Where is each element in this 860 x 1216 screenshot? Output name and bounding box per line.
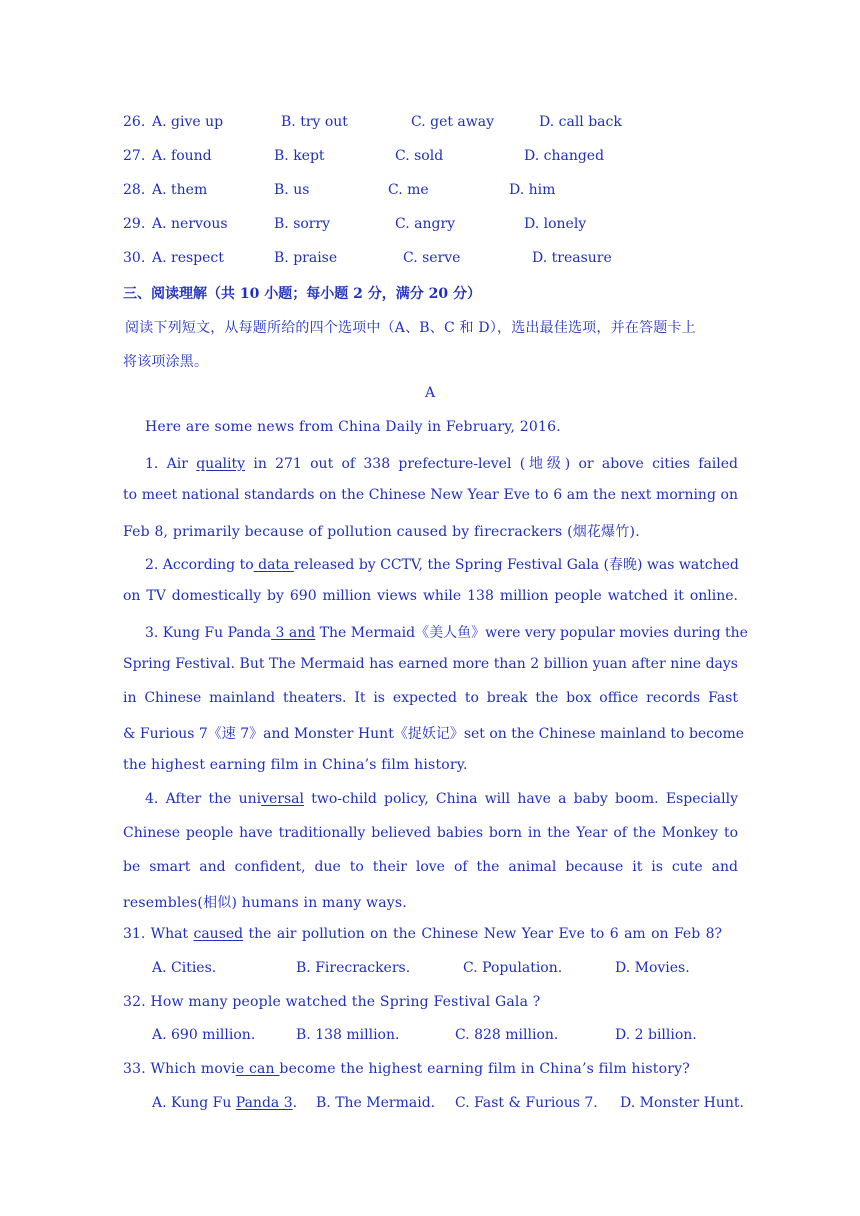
option-c: C. sold <box>395 148 444 164</box>
question-number: 26. <box>123 114 146 130</box>
section-heading: 三、阅读理解（共 10 小题；每小题 2 分，满分 20 分） <box>123 286 481 302</box>
option-b: B. us <box>274 182 310 198</box>
news-item-2 <box>145 554 738 574</box>
option-a: A. 690 million. <box>152 1027 256 1043</box>
option-a: A. them <box>152 182 208 198</box>
option-a: A. Cities. <box>152 960 217 976</box>
text: 1. Air <box>145 456 197 472</box>
option-d: D. Monster Hunt. <box>620 1095 744 1111</box>
news-item-3 <box>145 622 748 642</box>
news-item-1-line: Feb 8, primarily because of pollution caused by firecrackers (烟花爆竹). <box>123 524 640 540</box>
option-d: D. Movies. <box>615 960 690 976</box>
underlined-word: caused <box>193 926 244 942</box>
news-item-4-line: Chinese people have traditionally believed babies born in the Year of the Monkey to <box>123 825 738 841</box>
question-number: 28. <box>123 182 146 198</box>
underlined-word: quality <box>196 456 246 472</box>
option-d: D. changed <box>524 148 605 164</box>
underlined-word: 3 and <box>271 625 316 641</box>
question-number: 29. <box>123 216 146 232</box>
news-item-4 <box>145 791 738 807</box>
underlined-word: e can <box>235 1061 280 1077</box>
news-item-3-line: & Furious 7《速 7》and Monster Hunt《捉妖记》set on the Chinese mainland to become <box>123 726 745 742</box>
news-item-1-line: to meet national standards on the Chinese New Year Eve to 6 am the next morning on <box>123 487 738 503</box>
text: 33. Which movi <box>123 1061 236 1077</box>
question-number: 30. <box>123 250 146 266</box>
text: 2. According to <box>145 557 254 573</box>
news-item-3-line: in Chinese mainland theaters. It is expected to break the box office records Fast <box>123 690 738 706</box>
question-33 <box>123 1061 690 1077</box>
text: 4. After the uni <box>145 791 262 807</box>
option-d: D. him <box>509 182 556 198</box>
text: The Mermaid《美人鱼》were very popular movies during the <box>315 625 748 641</box>
underlined-word: data <box>253 557 294 573</box>
option-c: C. Population. <box>463 960 563 976</box>
news-item-3-line: Spring Festival. But The Mermaid has earned more than 2 billion yuan after nine days <box>123 656 738 672</box>
option-a: A. found <box>152 148 212 164</box>
option-a: A. respect <box>152 250 224 266</box>
option-b: B. try out <box>281 114 348 130</box>
option-d: D. treasure <box>532 250 612 266</box>
news-item-1 <box>145 453 738 473</box>
option-c: C. serve <box>403 250 461 266</box>
section-instruction: 阅读下列短文，从每题所给的四个选项中（A、B、C 和 D），选出最佳选项，并在答题卡上 <box>125 320 696 336</box>
option-a <box>152 1095 297 1111</box>
section-instruction-cont: 将该项涂黑。 <box>123 354 209 370</box>
text: the air pollution on the Chinese New Year Eve to 6 am on Feb 8? <box>243 926 722 942</box>
text: become the highest earning film in China’s film history? <box>279 1061 690 1077</box>
text: . <box>292 1095 298 1111</box>
option-c: C. angry <box>395 216 456 232</box>
text: 31. What <box>123 926 194 942</box>
passage-label: A <box>424 385 436 401</box>
underlined-word: Panda 3 <box>235 1095 293 1111</box>
option-b: B. Firecrackers. <box>296 960 411 976</box>
option-a: A. give up <box>152 114 224 130</box>
option-c: C. 828 million. <box>455 1027 559 1043</box>
question-31 <box>123 926 722 942</box>
option-a: A. nervous <box>152 216 228 232</box>
news-item-2-line: on TV domestically by 690 million views while 138 million people watched it online. <box>123 588 738 604</box>
question-32: 32. How many people watched the Spring Festival Gala ? <box>123 994 541 1010</box>
option-d: D. call back <box>539 114 622 130</box>
option-b: B. praise <box>274 250 338 266</box>
option-b: B. sorry <box>274 216 331 232</box>
option-d: D. 2 billion. <box>615 1027 697 1043</box>
news-item-4-line: be smart and confident, due to their love of the animal because it is cute and <box>123 859 738 875</box>
option-c: C. me <box>388 182 429 198</box>
option-b: B. kept <box>274 148 325 164</box>
news-item-3-line: the highest earning film in China’s film history. <box>123 757 468 773</box>
question-number: 27. <box>123 148 146 164</box>
text: released by CCTV, the Spring Festival Gala (春晚) was watched <box>293 557 739 573</box>
text: in 271 out of 338 prefecture-level (地级) or above cities failed <box>245 456 738 472</box>
news-item-4-line: resembles(相似) humans in many ways. <box>123 895 407 911</box>
text: 3. Kung Fu Panda <box>145 625 272 641</box>
option-d: D. lonely <box>524 216 587 232</box>
option-b: B. 138 million. <box>296 1027 400 1043</box>
option-b: B. The Mermaid. <box>316 1095 436 1111</box>
option-c: C. Fast & Furious 7. <box>455 1095 598 1111</box>
passage-intro: Here are some news from China Daily in February, 2016. <box>145 419 561 435</box>
option-c: C. get away <box>411 114 495 130</box>
underlined-word: versal <box>261 791 305 807</box>
text: A. Kung Fu <box>152 1095 236 1111</box>
text: two-child policy, China will have a baby boom. Especially <box>304 791 739 807</box>
